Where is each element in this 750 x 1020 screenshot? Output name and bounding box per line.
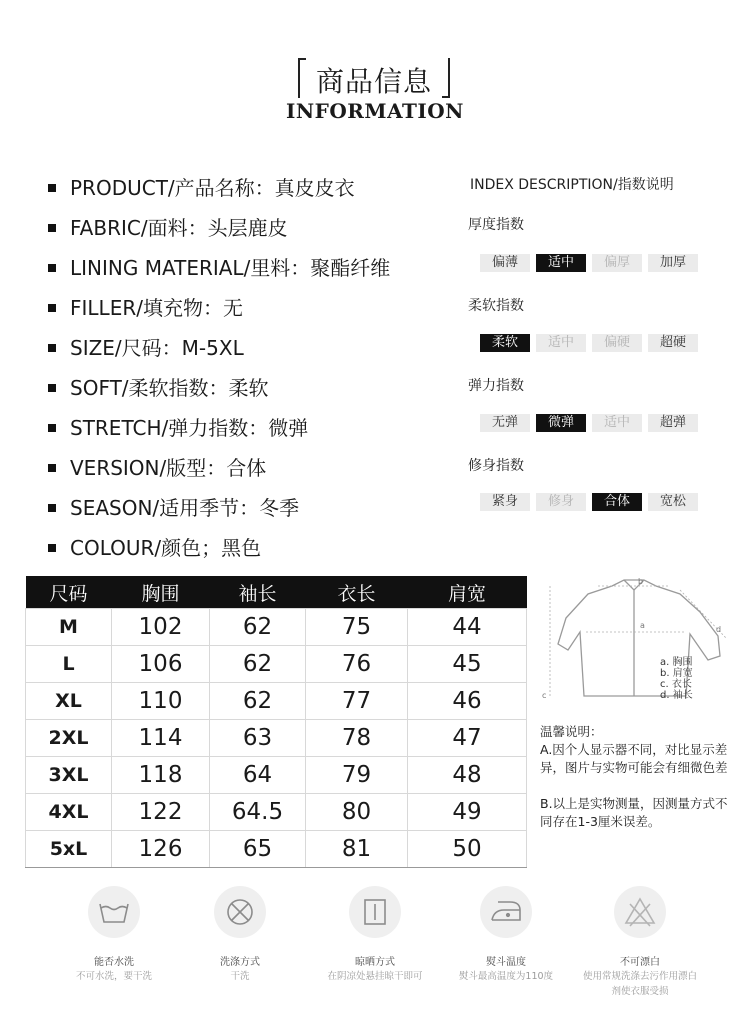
chest-cell: 114 — [112, 720, 210, 757]
notes-title: 温馨说明： — [540, 724, 603, 739]
sleeve-cell: 65 — [210, 831, 306, 868]
care-desc-drying: 在阴凉处悬挂晾干即可 — [327, 971, 423, 982]
index-option-selected: 微弹 — [536, 414, 586, 432]
fit-index-scale — [480, 493, 704, 511]
spec-item-colour: COLOUR/颜色；黑色 — [48, 532, 261, 558]
length-cell: 75 — [306, 609, 408, 646]
index-option: 偏薄 — [480, 254, 530, 272]
size-cell: L — [26, 646, 112, 683]
chest-cell: 122 — [112, 794, 210, 831]
thickness-index-label: 厚度指数 — [468, 217, 524, 233]
stretch-index-label: 弹力指数 — [468, 378, 524, 394]
spec-item-fabric: FABRIC/面料：头层鹿皮 — [48, 212, 288, 238]
fit-index-label: 修身指数 — [468, 458, 524, 474]
legend-item: d. 袖长 — [660, 690, 693, 701]
care-icon-ironing — [480, 886, 532, 938]
index-option: 偏厚 — [592, 254, 642, 272]
mark-c: c — [542, 691, 547, 700]
index-heading: INDEX DESCRIPTION/指数说明 — [470, 177, 674, 193]
index-option: 偏硬 — [592, 334, 642, 352]
shirt-measurement-diagram — [540, 578, 740, 713]
sleeve-cell: 62 — [210, 609, 306, 646]
size-cell: XL — [26, 683, 112, 720]
chest-cell: 118 — [112, 757, 210, 794]
size-cell: M — [26, 609, 112, 646]
chest-cell: 106 — [112, 646, 210, 683]
care-title-ironing: 熨斗温度 — [486, 957, 526, 968]
no-tumble-dry-icon — [214, 886, 266, 938]
mark-d: d — [716, 625, 722, 634]
size-cell: 4XL — [26, 794, 112, 831]
index-option-selected: 适中 — [536, 254, 586, 272]
spec-item-product: PRODUCT/产品名称：真皮皮衣 — [48, 172, 355, 198]
thickness-index-scale — [480, 254, 704, 272]
shoulder-cell: 44 — [408, 609, 527, 646]
column-header: 袖长 — [210, 576, 306, 609]
table-row — [26, 609, 527, 646]
column-header: 尺码 — [26, 576, 112, 609]
column-header: 肩宽 — [408, 576, 527, 609]
care-title-method: 洗涤方式 — [220, 957, 260, 968]
size-table-header — [26, 576, 527, 609]
chest-cell: 126 — [112, 831, 210, 868]
length-cell: 80 — [306, 794, 408, 831]
shoulder-cell: 46 — [408, 683, 527, 720]
legend-item: c. 衣长 — [660, 679, 692, 690]
page-title: 商品信息 — [315, 65, 432, 98]
care-icon-drying — [349, 886, 401, 938]
size-cell: 2XL — [26, 720, 112, 757]
index-option-selected: 柔软 — [480, 334, 530, 352]
index-option: 修身 — [536, 493, 586, 511]
size-cell: 5xL — [26, 831, 112, 868]
mark-b: b — [638, 578, 644, 586]
care-desc-bleach: 使用常规洗涤去污作用漂白剂使衣服受损 — [582, 971, 697, 997]
index-option: 超硬 — [648, 334, 698, 352]
table-row — [26, 683, 527, 720]
washing-tub-icon — [88, 886, 140, 938]
spec-item-soft: SOFT/柔软指数：柔软 — [48, 372, 269, 398]
column-header: 衣长 — [306, 576, 408, 609]
shoulder-cell: 48 — [408, 757, 527, 794]
chest-cell: 110 — [112, 683, 210, 720]
size-cell: 3XL — [26, 757, 112, 794]
mark-a: a — [640, 621, 645, 630]
care-title-bleach: 不可漂白 — [620, 957, 660, 968]
sleeve-cell: 63 — [210, 720, 306, 757]
length-cell: 81 — [306, 831, 408, 868]
diagram-legend — [660, 657, 693, 701]
shoulder-cell: 49 — [408, 794, 527, 831]
table-row — [26, 757, 527, 794]
chest-cell: 102 — [112, 609, 210, 646]
index-option: 适中 — [592, 414, 642, 432]
shirt-outline — [558, 580, 720, 696]
column-header: 胸围 — [112, 576, 210, 609]
note-b: B.以上是实物测量，因测量方式不同存在1-3厘米误差。 — [540, 796, 728, 829]
size-table — [25, 576, 527, 868]
index-option: 无弹 — [480, 414, 530, 432]
spec-item-filler: FILLER/填充物：无 — [48, 292, 243, 318]
care-icon-drycare — [214, 886, 266, 938]
spec-item-lining: LINING MATERIAL/里料：聚酯纤维 — [48, 252, 390, 278]
index-option: 宽松 — [648, 493, 698, 511]
index-option: 加厚 — [648, 254, 698, 272]
care-desc-wash: 不可水洗，要干洗 — [75, 971, 152, 982]
sleeve-cell: 64 — [210, 757, 306, 794]
table-row — [26, 646, 527, 683]
sleeve-cell: 62 — [210, 646, 306, 683]
table-row — [26, 831, 527, 868]
shoulder-cell: 50 — [408, 831, 527, 868]
softness-index-label: 柔软指数 — [468, 298, 524, 314]
sleeve-cell: 64.5 — [210, 794, 306, 831]
spec-item-stretch: STRETCH/弹力指数：微弹 — [48, 412, 308, 438]
spec-item-season: SEASON/适用季节：冬季 — [48, 492, 299, 518]
no-bleach-icon — [614, 886, 666, 938]
softness-index-scale — [480, 334, 704, 352]
shoulder-cell: 47 — [408, 720, 527, 757]
spec-item-size: SIZE/尺码：M-5XL — [48, 332, 244, 358]
spec-item-version: VERSION/版型：合体 — [48, 452, 266, 478]
sleeve-cell: 62 — [210, 683, 306, 720]
page-subtitle: INFORMATION — [286, 99, 464, 123]
care-desc-method: 干洗 — [230, 971, 250, 982]
care-icon-wash — [88, 886, 140, 938]
length-cell: 78 — [306, 720, 408, 757]
stretch-index-scale — [480, 414, 704, 432]
hang-dry-icon — [349, 886, 401, 938]
index-option-selected: 合体 — [592, 493, 642, 511]
care-title-wash: 能否水洗 — [94, 957, 134, 968]
length-cell: 79 — [306, 757, 408, 794]
note-a: A.因个人显示器不同，对比显示差异，图片与实物可能会有细微色差 — [540, 742, 728, 775]
length-cell: 76 — [306, 646, 408, 683]
care-icon-bleach — [614, 886, 666, 938]
table-row — [26, 720, 527, 757]
iron-icon — [480, 886, 532, 938]
legend-item: b. 肩宽 — [660, 668, 693, 679]
index-option: 紧身 — [480, 493, 530, 511]
shoulder-cell: 45 — [408, 646, 527, 683]
index-option: 超弹 — [648, 414, 698, 432]
index-option: 适中 — [536, 334, 586, 352]
care-desc-ironing: 熨斗最高温度为110度 — [458, 971, 554, 982]
table-row — [26, 794, 527, 831]
legend-item: a. 胸围 — [660, 657, 693, 668]
care-title-drying: 晾晒方式 — [355, 957, 395, 968]
length-cell: 77 — [306, 683, 408, 720]
